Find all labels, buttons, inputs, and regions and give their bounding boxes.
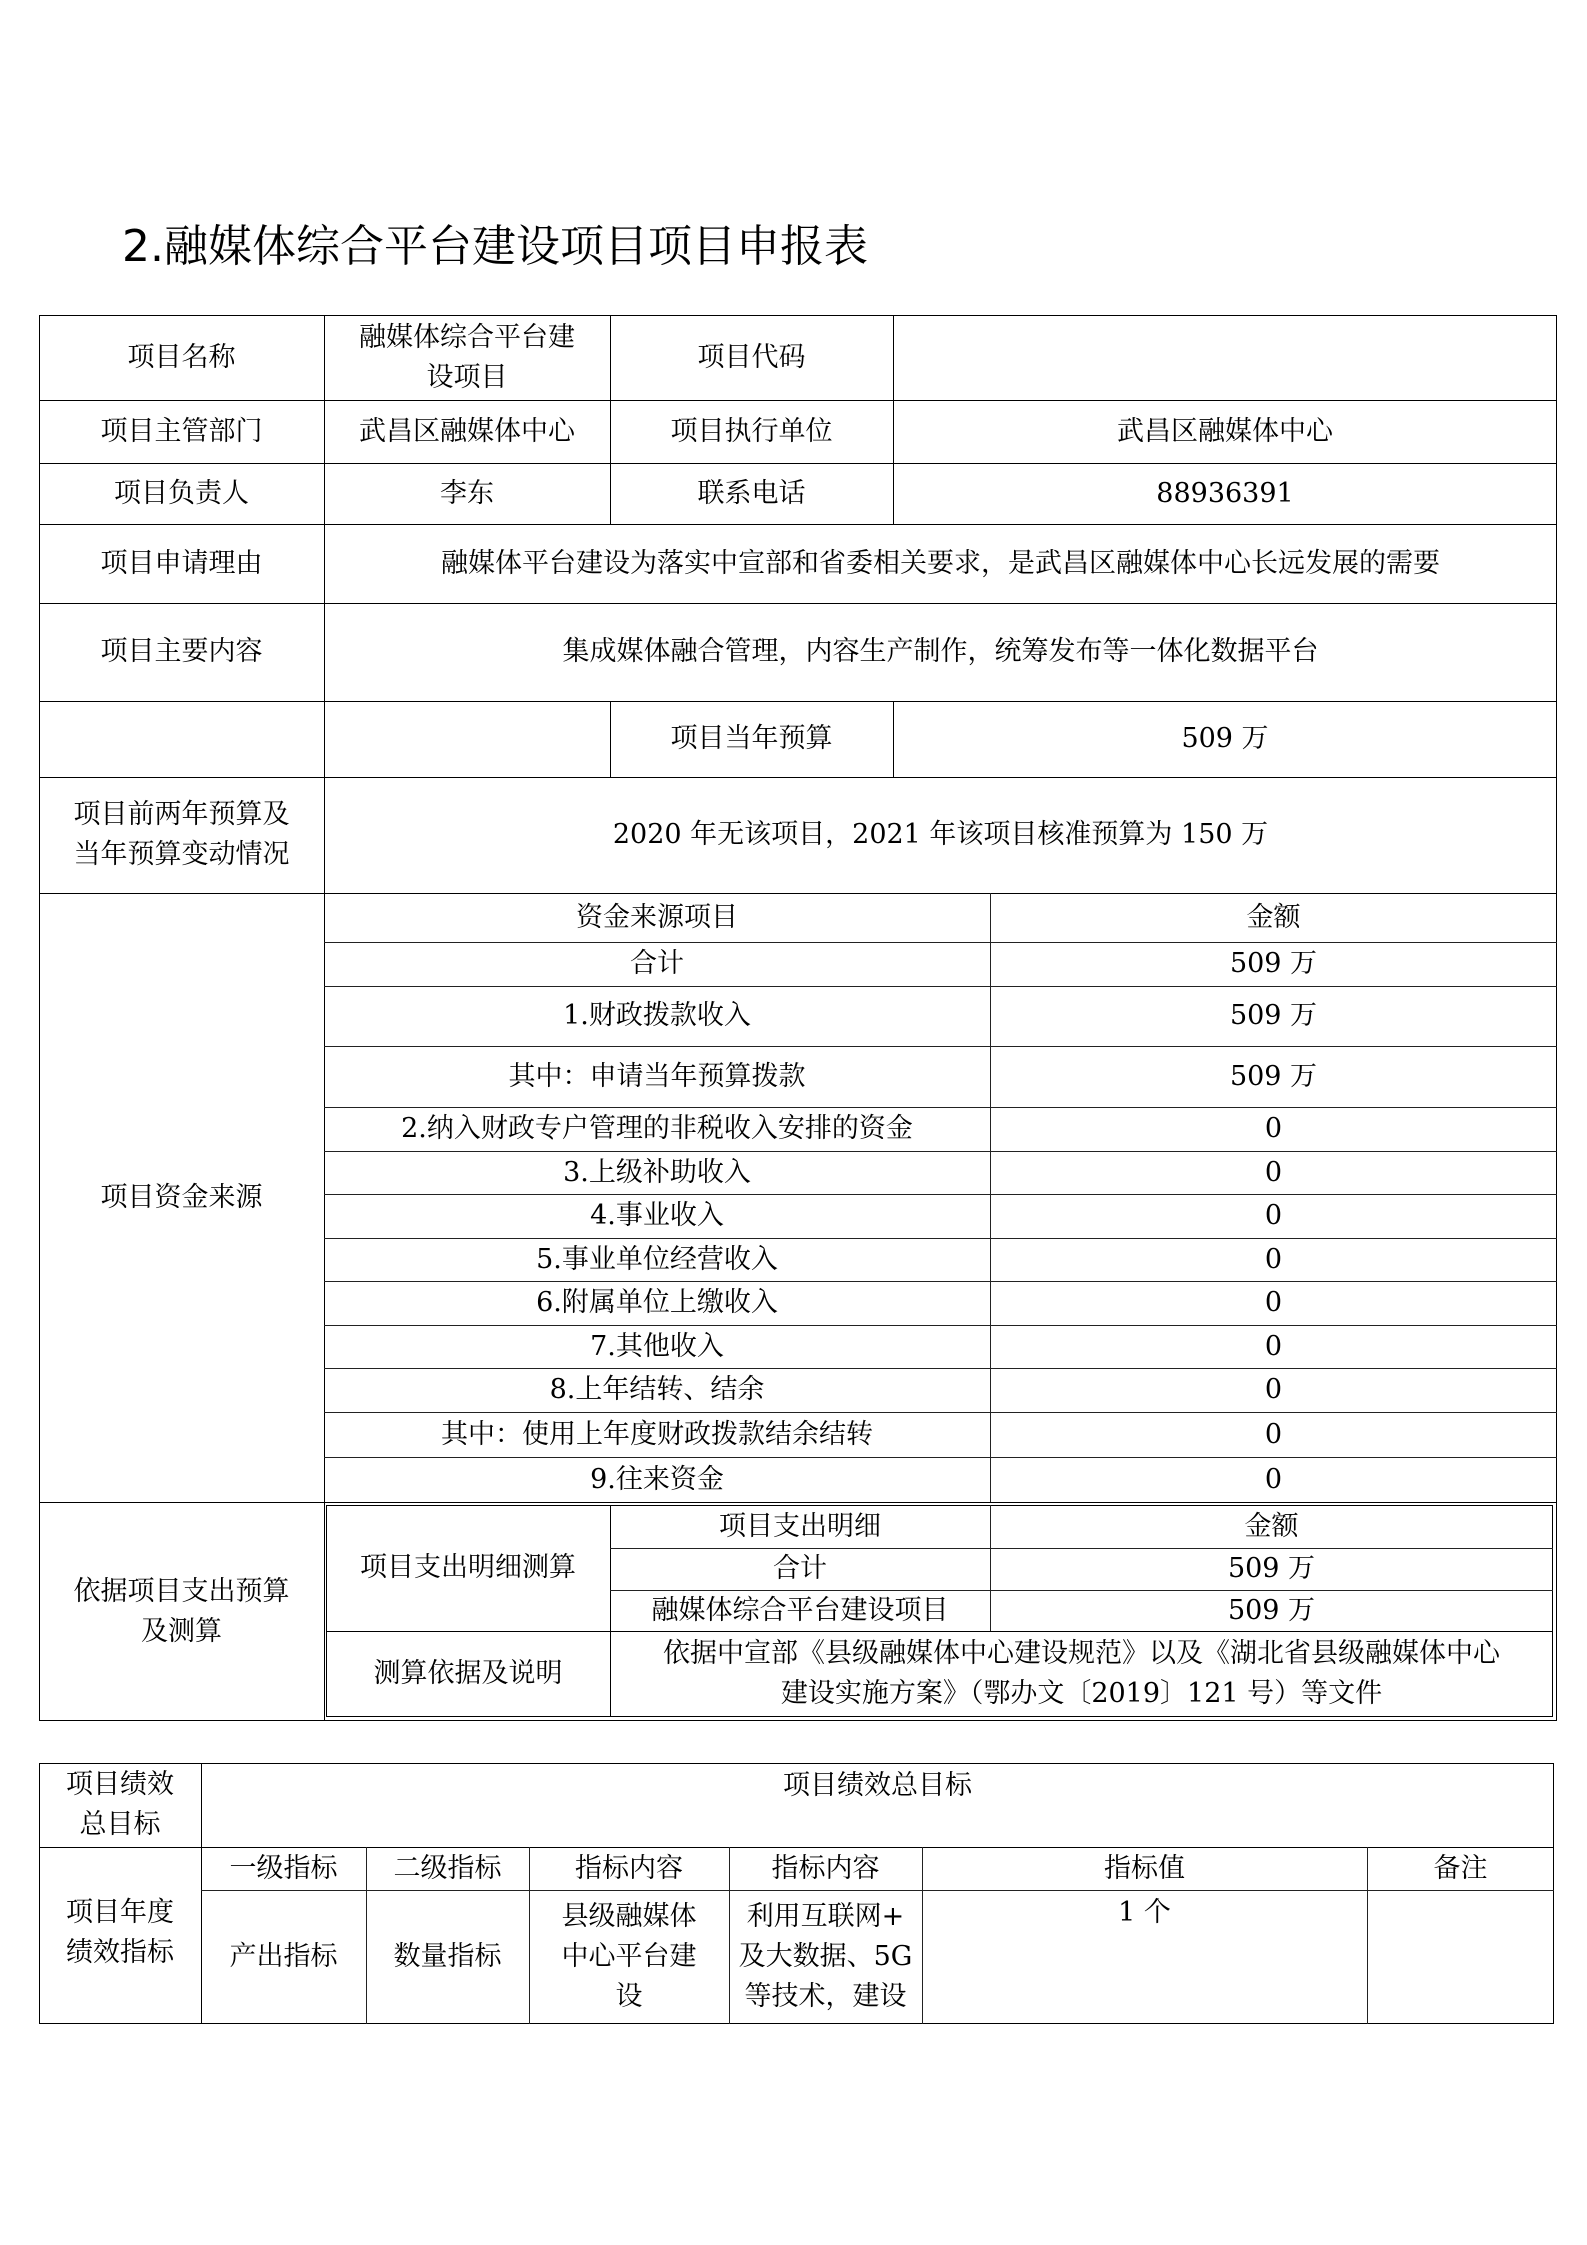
dept-value: 武昌区融媒体中心 <box>359 415 575 447</box>
prev-budget-label <box>39 777 324 893</box>
budget-value: 509 万 <box>1181 723 1269 754</box>
project-code-value <box>893 315 1557 400</box>
basis-value-line1: 依据中宣部《县级融媒体中心建设规范》以及《湖北省县级融媒体中心 <box>663 1638 1500 1669</box>
leader-value: 李东 <box>440 477 494 509</box>
expense-detail-label: 项目支出明细测算 <box>360 1552 576 1583</box>
funding-row-item: 4.事业收入 <box>590 1200 724 1231</box>
funding-row-item: 2.纳入财政专户管理的非税收入安排的资金 <box>401 1113 913 1144</box>
funding-row-amount: 0 <box>1264 1463 1283 1495</box>
funding-source-label: 项目资金来源 <box>100 1181 263 1213</box>
annual-indicator-label-line2: 绩效指标 <box>66 1937 174 1968</box>
funding-table <box>324 893 1557 1502</box>
goal-label-line2: 总目标 <box>79 1809 161 1840</box>
funding-row-item: 6.附属单位上缴收入 <box>536 1287 778 1318</box>
basis-value-line2: 建设实施方案》（鄂办文〔2019〕121 号）等文件 <box>780 1678 1383 1709</box>
annual-indicator-label-line1: 项目年度 <box>66 1897 174 1928</box>
dept-label: 项目主管部门 <box>100 415 263 447</box>
funding-row-amount: 0 <box>1264 1113 1283 1144</box>
indicator-content-a-line: 县级融媒体 <box>561 1901 697 1932</box>
indicator-content-b-line: 利用互联网+ <box>746 1901 905 1932</box>
funding-row-amount: 0 <box>1264 1418 1283 1450</box>
content-label: 项目主要内容 <box>100 636 263 667</box>
prev-budget-label-line2: 当年预算变动情况 <box>73 839 290 870</box>
funding-row-item: 其中：使用上年度财政拨款结余结转 <box>441 1418 873 1450</box>
funding-row-amount: 509 万 <box>1229 1000 1318 1031</box>
expense-header-item: 项目支出明细 <box>719 1510 881 1542</box>
funding-row-amount: 509 万 <box>1229 1060 1318 1092</box>
funding-row-item: 8.上年结转、结余 <box>549 1374 765 1405</box>
content-value: 集成媒体融合管理，内容生产制作，统筹发布等一体化数据平台 <box>562 636 1319 667</box>
funding-row-amount: 0 <box>1264 1156 1283 1188</box>
funding-row-amount: 0 <box>1264 1374 1283 1405</box>
budget-label: 项目当年预算 <box>670 723 833 754</box>
funding-row-amount: 509 万 <box>1229 948 1318 979</box>
funding-row-item: 合计 <box>630 948 684 979</box>
header-value: 指标值 <box>1104 1852 1185 1884</box>
header-note: 备注 <box>1433 1852 1488 1884</box>
basis-value <box>610 1631 1553 1717</box>
indicator-level1: 产出指标 <box>229 1941 338 1972</box>
goal-label-line1: 项目绩效 <box>66 1769 174 1800</box>
header-content-b: 指标内容 <box>771 1852 880 1884</box>
funding-row-amount: 0 <box>1264 1200 1283 1231</box>
reason-value: 融媒体平台建设为落实中宣部和省委相关要求，是武昌区融媒体中心长远发展的需要 <box>441 547 1440 579</box>
expense-row-item: 融媒体综合平台建设项目 <box>651 1594 949 1626</box>
exec-unit-label: 项目执行单位 <box>670 415 833 447</box>
indicator-content-a <box>529 1890 729 2024</box>
funding-header-amount: 金额 <box>1246 901 1301 933</box>
header-level2: 二级指标 <box>393 1852 502 1884</box>
funding-header-item: 资金来源项目 <box>576 901 738 933</box>
annual-indicator-label <box>39 1847 201 2024</box>
leader-label: 项目负责人 <box>114 477 249 509</box>
indicator-value: 1 个 <box>1118 1897 1171 1928</box>
funding-row-item: 9.往来资金 <box>590 1463 724 1495</box>
funding-row-item: 7.其他收入 <box>590 1330 724 1362</box>
page-title: 2.融媒体综合平台建设项目项目申报表 <box>122 221 868 272</box>
expense-basis-label <box>39 1502 324 1721</box>
phone-value: 88936391 <box>1156 477 1294 509</box>
project-name-label: 项目名称 <box>127 341 236 373</box>
indicator-level2: 数量指标 <box>393 1941 502 1972</box>
expense-basis-label-line2: 及测算 <box>141 1615 222 1647</box>
indicator-note <box>1367 1890 1554 2024</box>
exec-unit-value: 武昌区融媒体中心 <box>1117 415 1333 447</box>
indicator-content-b-line: 及大数据、5G <box>738 1941 913 1972</box>
expense-row-item: 合计 <box>773 1553 827 1584</box>
header-level1: 一级指标 <box>229 1852 338 1884</box>
indicator-content-a-line: 设 <box>615 1981 643 2012</box>
basis-label: 测算依据及说明 <box>373 1658 563 1689</box>
phone-label: 联系电话 <box>697 477 806 509</box>
prev-budget-value: 2020 年无该项目，2021 年该项目核准预算为 150 万 <box>612 819 1269 850</box>
indicator-content-a-line: 中心平台建 <box>561 1941 697 1972</box>
indicator-content-b <box>729 1890 922 2024</box>
project-name-value <box>324 315 610 400</box>
prev-budget-label-line1: 项目前两年预算及 <box>73 799 290 830</box>
expense-header-amount: 金额 <box>1244 1510 1299 1542</box>
header-content-a: 指标内容 <box>575 1852 683 1884</box>
expense-basis-label-line1: 依据项目支出预算 <box>73 1575 290 1607</box>
project-code-label: 项目代码 <box>697 341 806 373</box>
funding-row-item: 1.财政拨款收入 <box>563 1000 751 1031</box>
project-name-value-line1: 融媒体综合平台建 <box>359 321 575 353</box>
reason-label: 项目申请理由 <box>100 547 263 579</box>
goal-value: 项目绩效总目标 <box>783 1770 972 1801</box>
expense-row-amount: 509 万 <box>1227 1594 1316 1626</box>
funding-row-item: 3.上级补助收入 <box>563 1156 751 1188</box>
goal-label <box>39 1763 201 1847</box>
funding-row-amount: 0 <box>1264 1330 1283 1362</box>
funding-row-amount: 0 <box>1264 1287 1283 1318</box>
indicator-content-b-line: 等技术，建设 <box>744 1981 907 2012</box>
funding-row-amount: 0 <box>1264 1243 1283 1275</box>
funding-row-item: 5.事业单位经营收入 <box>536 1243 778 1275</box>
project-name-value-line2: 设项目 <box>426 361 508 393</box>
funding-row-item: 其中：申请当年预算拨款 <box>508 1060 806 1092</box>
expense-row-amount: 509 万 <box>1227 1553 1316 1584</box>
